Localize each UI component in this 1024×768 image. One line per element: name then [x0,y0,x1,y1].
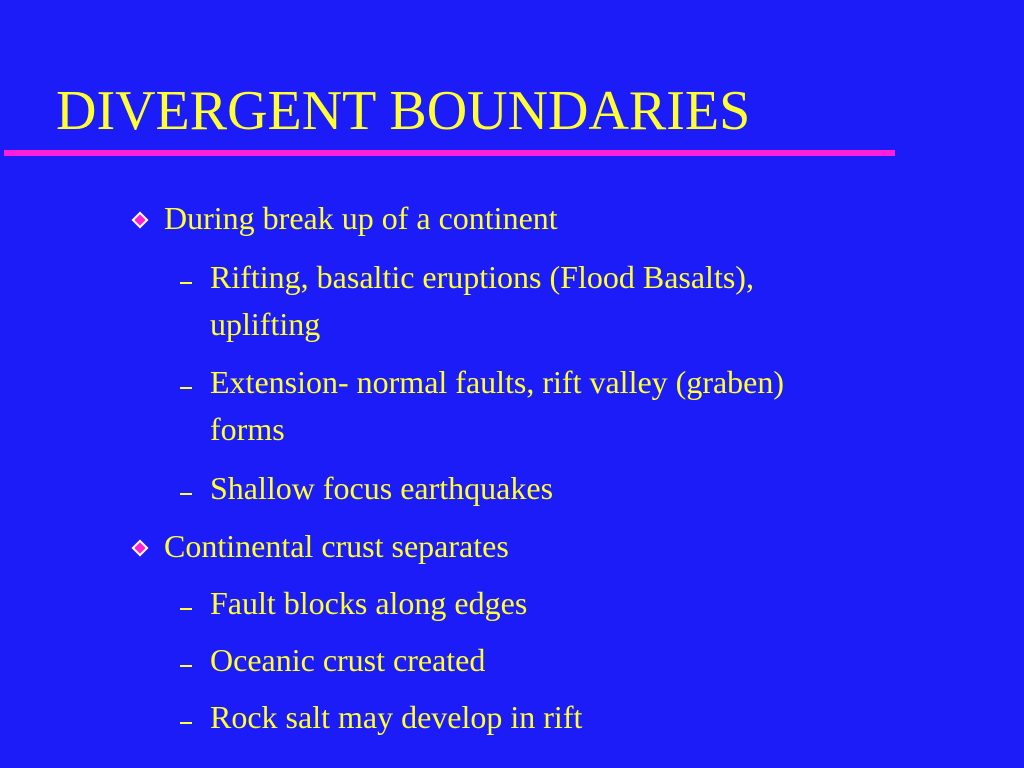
dash-bullet-icon [180,608,192,610]
bullet-text: Continental crust separates [164,528,509,564]
sub-bullet-text: Oceanic crust created [210,642,486,678]
sub-bullet-text: Rock salt may develop in rift [210,699,583,735]
sub-bullet-text-continuation: uplifting [210,306,321,342]
dash-bullet-icon [180,282,192,284]
diamond-bullet-icon [132,212,149,229]
slide-title: DIVERGENT BOUNDARIES [56,80,751,142]
bullet-text: During break up of a continent [164,200,558,236]
dash-bullet-icon [180,722,192,724]
dash-bullet-icon [180,493,192,495]
sub-bullet-text: Shallow focus earthquakes [210,470,554,506]
sub-bullet-text-continuation: forms [210,411,285,447]
sub-bullet-text: Fault blocks along edges [210,585,528,621]
dash-bullet-icon [180,387,192,389]
diamond-bullet-icon [132,540,149,557]
dash-bullet-icon [180,665,192,667]
sub-bullet-text: Rifting, basaltic eruptions (Flood Basalts), [210,259,754,295]
sub-bullet-text: Extension- normal faults, rift valley (graben) [210,364,785,400]
